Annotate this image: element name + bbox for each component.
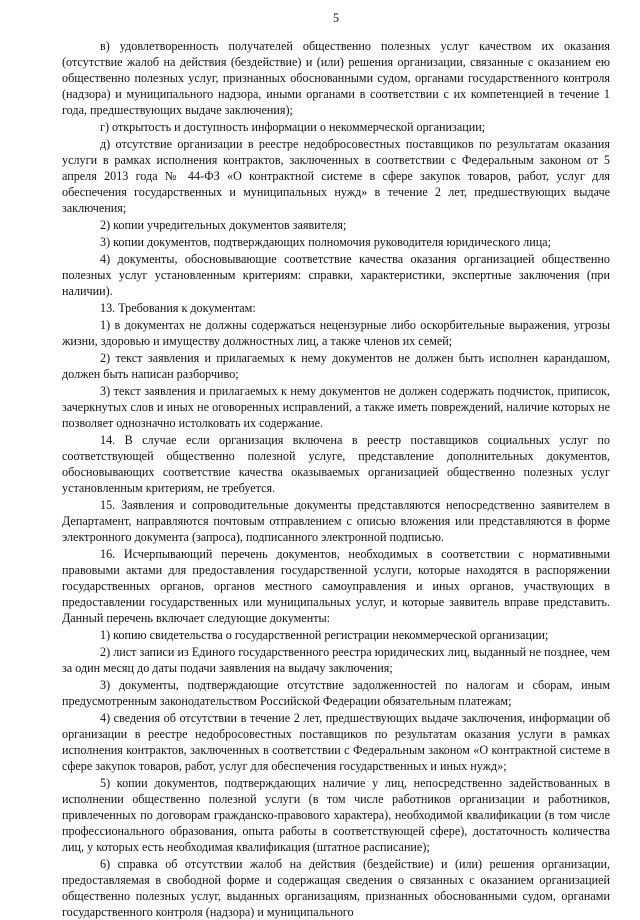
paragraph: 3) документы, подтверждающие отсутствие задолженностей по налогам и сборам, иным предусмотренным законодательством Российской Федерации обязательным платежам; (62, 678, 610, 708)
document-page (62, 0, 610, 919)
paragraph: 1) в документах не должны содержаться нецензурные либо оскорбительные выражения, угрозы жизни, здоровью и имуществу должностных лиц, а также членов их семей; (62, 318, 610, 348)
paragraph: 13. Требования к документам: (100, 301, 256, 315)
paragraph: 15. Заявления и сопроводительные документы представляются непосредственно заявителем в Департамент, направляются почтовым отправлением с описью вложения или представляются в форме электронного документа (запроса), подписанного электронной подписью. (62, 498, 610, 544)
paragraph: г) открытость и доступность информации о некоммерческой организации; (100, 120, 486, 134)
paragraph: 6) справка об отсутствии жалоб на действия (бездействие) и (или) решения организации, предоставляемая в свободной форме и содержащая сведения о связанных с оказанием организацией общественно полезных услуг, выданных организациям, признанных обоснованными судом, органами государственного контроля (надзора) и муниципального (62, 857, 610, 919)
document-body (62, 38, 610, 920)
paragraph: 2) лист записи из Единого государственного реестра юридических лиц, выданный не позднее, чем за один месяц до даты подачи заявления на выдачу заключения; (62, 645, 610, 675)
paragraph: 16. Исчерпывающий перечень документов, необходимых в соответствии с нормативными правовыми актами для предоставления государственной услуги, которые находятся в распоряжении государственных органов, органов местного самоуправления и иных органов, участвующих в предоставлении государственных или муниципальных услуг, и которые заявитель вправе представить. Данный перечень включает следующие документы: (62, 547, 610, 625)
paragraph: д) отсутствие организации в реестре недобросовестных поставщиков по результатам оказания услуги в рамках исполнения контрактов, заключенных в соответствии с Федеральным законом от 5 апреля 2013 года № 44-ФЗ «О контрактной системе в сфере закупок товаров, работ, услуг для обеспечения государственных и муниципальных нужд» в течение 2 лет, предшествующих выдаче заключения; (62, 137, 610, 215)
page-number: 5 (332, 11, 340, 25)
paragraph: 3) копии документов, подтверждающих полномочия руководителя юридического лица; (100, 235, 551, 249)
paragraph: 1) копию свидетельства о государственной регистрации некоммерческой организации; (100, 628, 549, 642)
paragraph: 14. В случае если организация включена в реестр поставщиков социальных услуг по соответствующей общественно полезной услуге, представление дополнительных документов, обосновывающих соответствие качества оказываемых организацией общественно полезных услуг установленным критериям, не требуется. (62, 433, 610, 495)
paragraph: 4) документы, обосновывающие соответствие качества оказания организацией общественно полезных услуг установленным критериям: справки, характеристики, экспертные заключения (при наличии). (62, 252, 610, 298)
paragraph: в) удовлетворенность получателей общественно полезных услуг качеством их оказания (отсутствие жалоб на действия (бездействие) и (или) решения организации, связанные с оказанием ею общественно полезных услуг, признанных обоснованными судом, органами государственного контроля (надзора) и муниципального надзора, иными органами в соответствии с их компетенцией в течение 1 года, предшествующих выдаче заключения); (62, 39, 610, 117)
paragraph: 5) копии документов, подтверждающих наличие у лиц, непосредственно задействованных в исполнении общественно полезной услуги (в том числе работников организации и работников, привлеченных по договорам гражданско-правового характера), необходимой квалификации (в том числе профессионального образования, опыта работы в соответствующей сфере), достаточность количества лиц, у которых есть необходимая квалификация (штатное расписание); (62, 776, 610, 854)
paragraph: 3) текст заявления и прилагаемых к нему документов не должен содержать подчисток, приписок, зачеркнутых слов и иных не оговоренных исправлений, а также иметь повреждений, наличие которых не позволяет однозначно истолковать их содержание. (62, 384, 610, 430)
paragraph: 4) сведения об отсутствии в течение 2 лет, предшествующих выдаче заключения, информации об организации в реестре недобросовестных поставщиков по результатам оказания услуги в рамках исполнения контрактов, заключенных в соответствии с Федеральным законом «О контрактной системе в сфере закупок товаров, работ, услуг для обеспечения государственных и иных нужд»; (62, 711, 610, 773)
paragraph: 2) копии учредительных документов заявителя; (100, 218, 347, 232)
paragraph: 2) текст заявления и прилагаемых к нему документов не должен быть исполнен карандашом, должен быть написан разборчиво; (62, 351, 610, 381)
